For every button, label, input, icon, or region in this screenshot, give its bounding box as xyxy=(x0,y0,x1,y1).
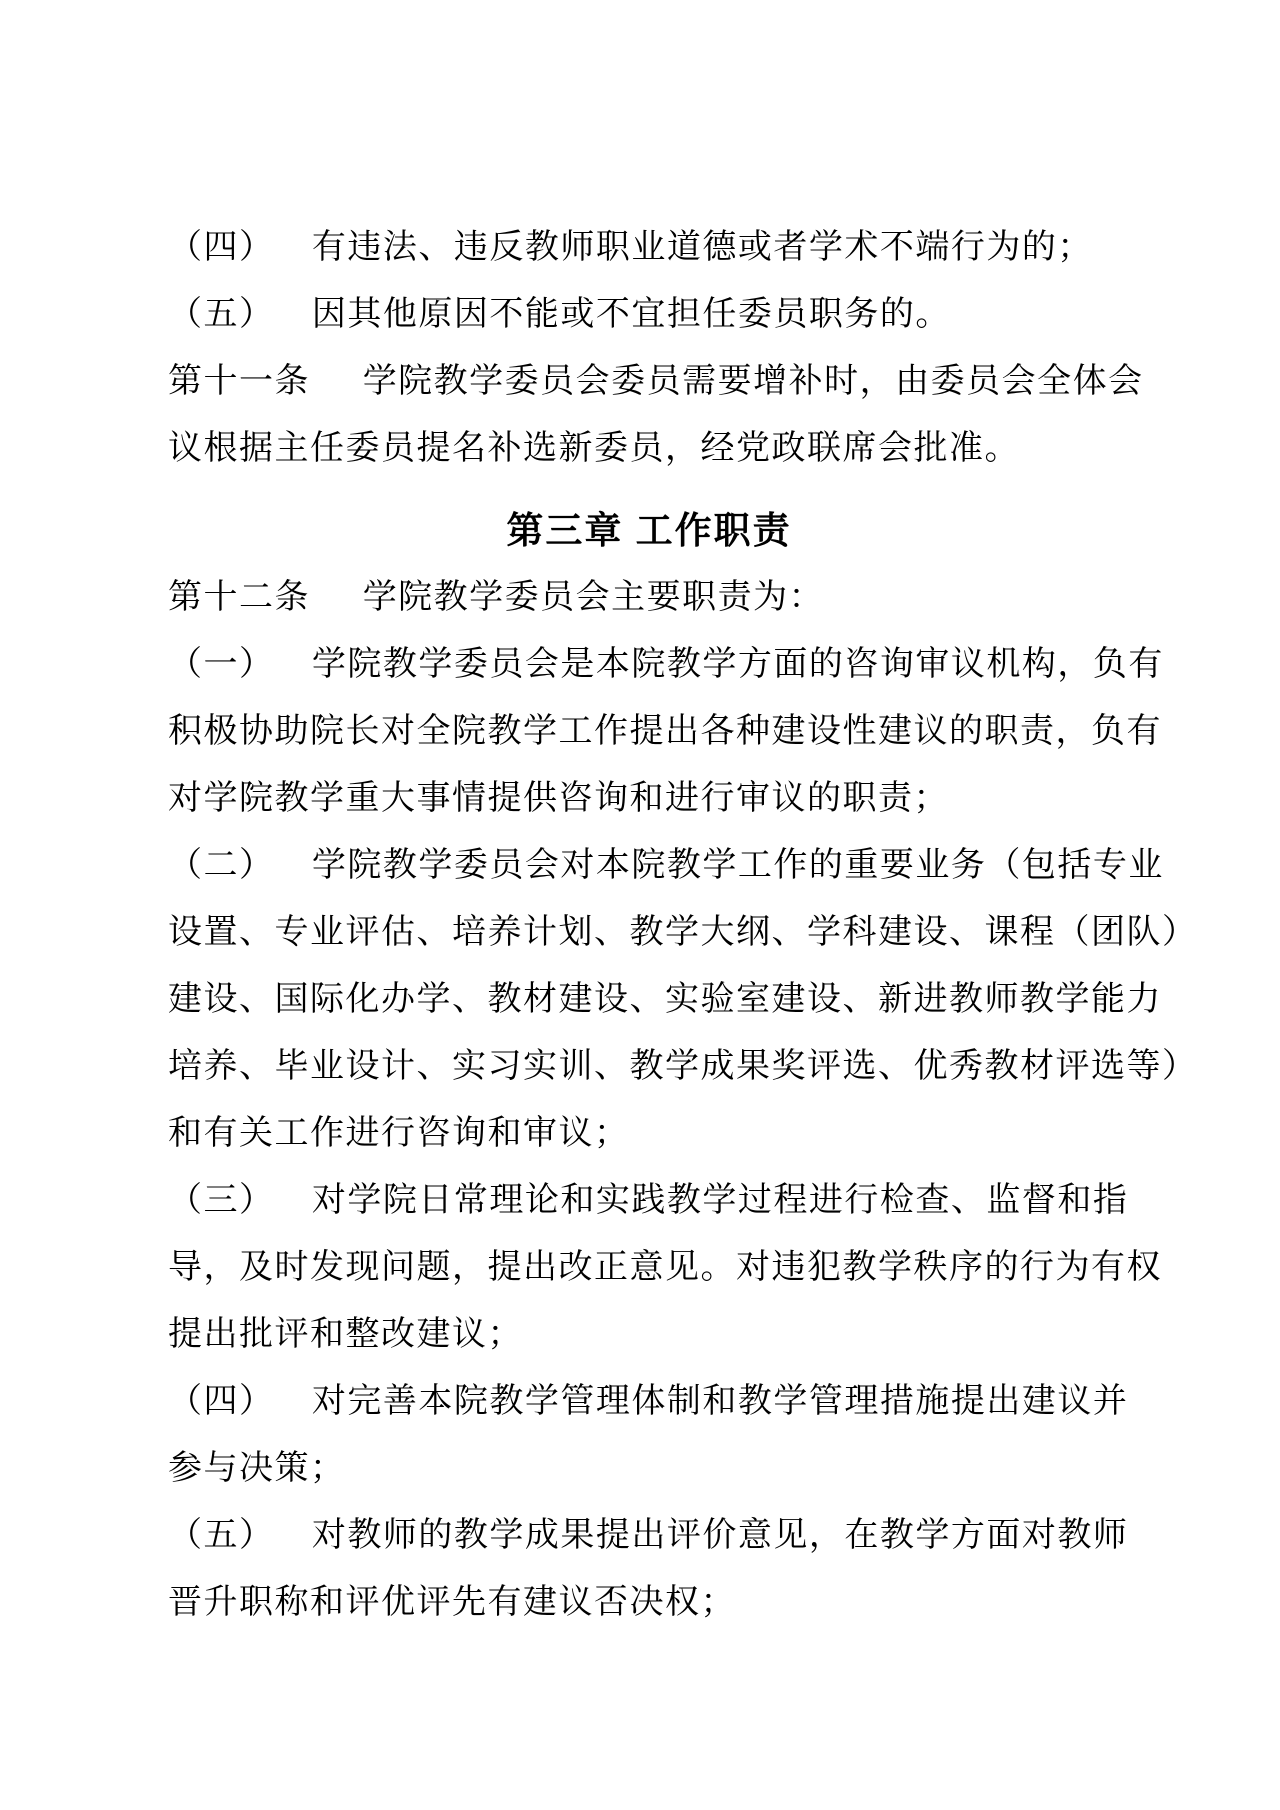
line-text: 学院教学委员会委员需要增补时，由委员会全体会 xyxy=(362,363,1144,400)
text-line xyxy=(168,1100,1130,1167)
text-line xyxy=(168,1301,1130,1368)
line-text: 设置、专业评估、培养计划、教学大纲、学科建设、课程（团队） xyxy=(168,914,1198,951)
text-line xyxy=(168,1234,1162,1301)
line-label: （四） xyxy=(168,1383,275,1420)
text-line xyxy=(168,415,1130,482)
line-label: （四） xyxy=(168,229,275,266)
text-line xyxy=(168,1502,1130,1569)
line-text: 导，及时发现问题，提出改正意见。对违犯教学秩序的行为有权 xyxy=(168,1249,1162,1286)
line-label: （三） xyxy=(168,1182,275,1219)
line-text: 培养、毕业设计、实习实训、教学成果奖评选、优秀教材评选等） xyxy=(168,1048,1198,1085)
chapter-heading: 第三章 工作职责 xyxy=(506,510,792,551)
text-line xyxy=(168,1435,1130,1502)
text-line xyxy=(168,631,1164,698)
text-line xyxy=(168,966,1162,1033)
line-text: 对学院教学重大事情提供咨询和进行审议的职责； xyxy=(168,780,949,817)
line-text: 有违法、违反教师职业道德或者学术不端行为的； xyxy=(311,229,1093,266)
line-text: 参与决策； xyxy=(168,1450,346,1487)
text-line xyxy=(168,214,1130,281)
line-text: 对学院日常理论和实践教学过程进行检查、监督和指 xyxy=(311,1182,1129,1219)
line-text: 积极协助院长对全院教学工作提出各种建设性建议的职责，负有 xyxy=(168,713,1162,750)
line-text: 学院教学委员会是本院教学方面的咨询审议机构，负有 xyxy=(311,646,1164,683)
line-text: 建设、国际化办学、教材建设、实验室建设、新进教师教学能力 xyxy=(168,981,1162,1018)
line-text: 晋升职称和评优评先有建议否决权； xyxy=(168,1584,736,1621)
line-text: 对完善本院教学管理体制和教学管理措施提出建议并 xyxy=(311,1383,1129,1420)
line-text: 和有关工作进行咨询和审议； xyxy=(168,1115,630,1152)
line-text: 因其他原因不能或不宜担任委员职务的。 xyxy=(311,296,951,333)
line-text: 对教师的教学成果提出评价意见，在教学方面对教师 xyxy=(311,1517,1129,1554)
text-line xyxy=(168,348,1144,415)
text-line xyxy=(168,832,1164,899)
text-line xyxy=(168,1167,1130,1234)
text-line xyxy=(168,765,1130,832)
text-line xyxy=(168,1033,1198,1100)
line-text: 提出批评和整改建议； xyxy=(168,1316,523,1353)
text-line xyxy=(168,1368,1130,1435)
line-label: （五） xyxy=(168,296,275,333)
text-line xyxy=(168,564,1130,631)
line-text: 议根据主任委员提名补选新委员，经党政联席会批准。 xyxy=(168,430,1020,467)
line-text: 学院教学委员会对本院教学工作的重要业务（包括专业 xyxy=(311,847,1164,884)
text-line xyxy=(168,281,1130,348)
line-label: （二） xyxy=(168,847,275,884)
text-line xyxy=(168,698,1162,765)
text-line xyxy=(168,1569,1130,1636)
document-body xyxy=(168,214,1198,1636)
line-text: 学院教学委员会主要职责为： xyxy=(362,579,825,616)
line-label: （五） xyxy=(168,1517,275,1554)
line-label: 第十二条 xyxy=(168,579,310,616)
text-line xyxy=(168,899,1198,966)
line-label: （一） xyxy=(168,646,275,683)
line-label: 第十一条 xyxy=(168,363,310,400)
